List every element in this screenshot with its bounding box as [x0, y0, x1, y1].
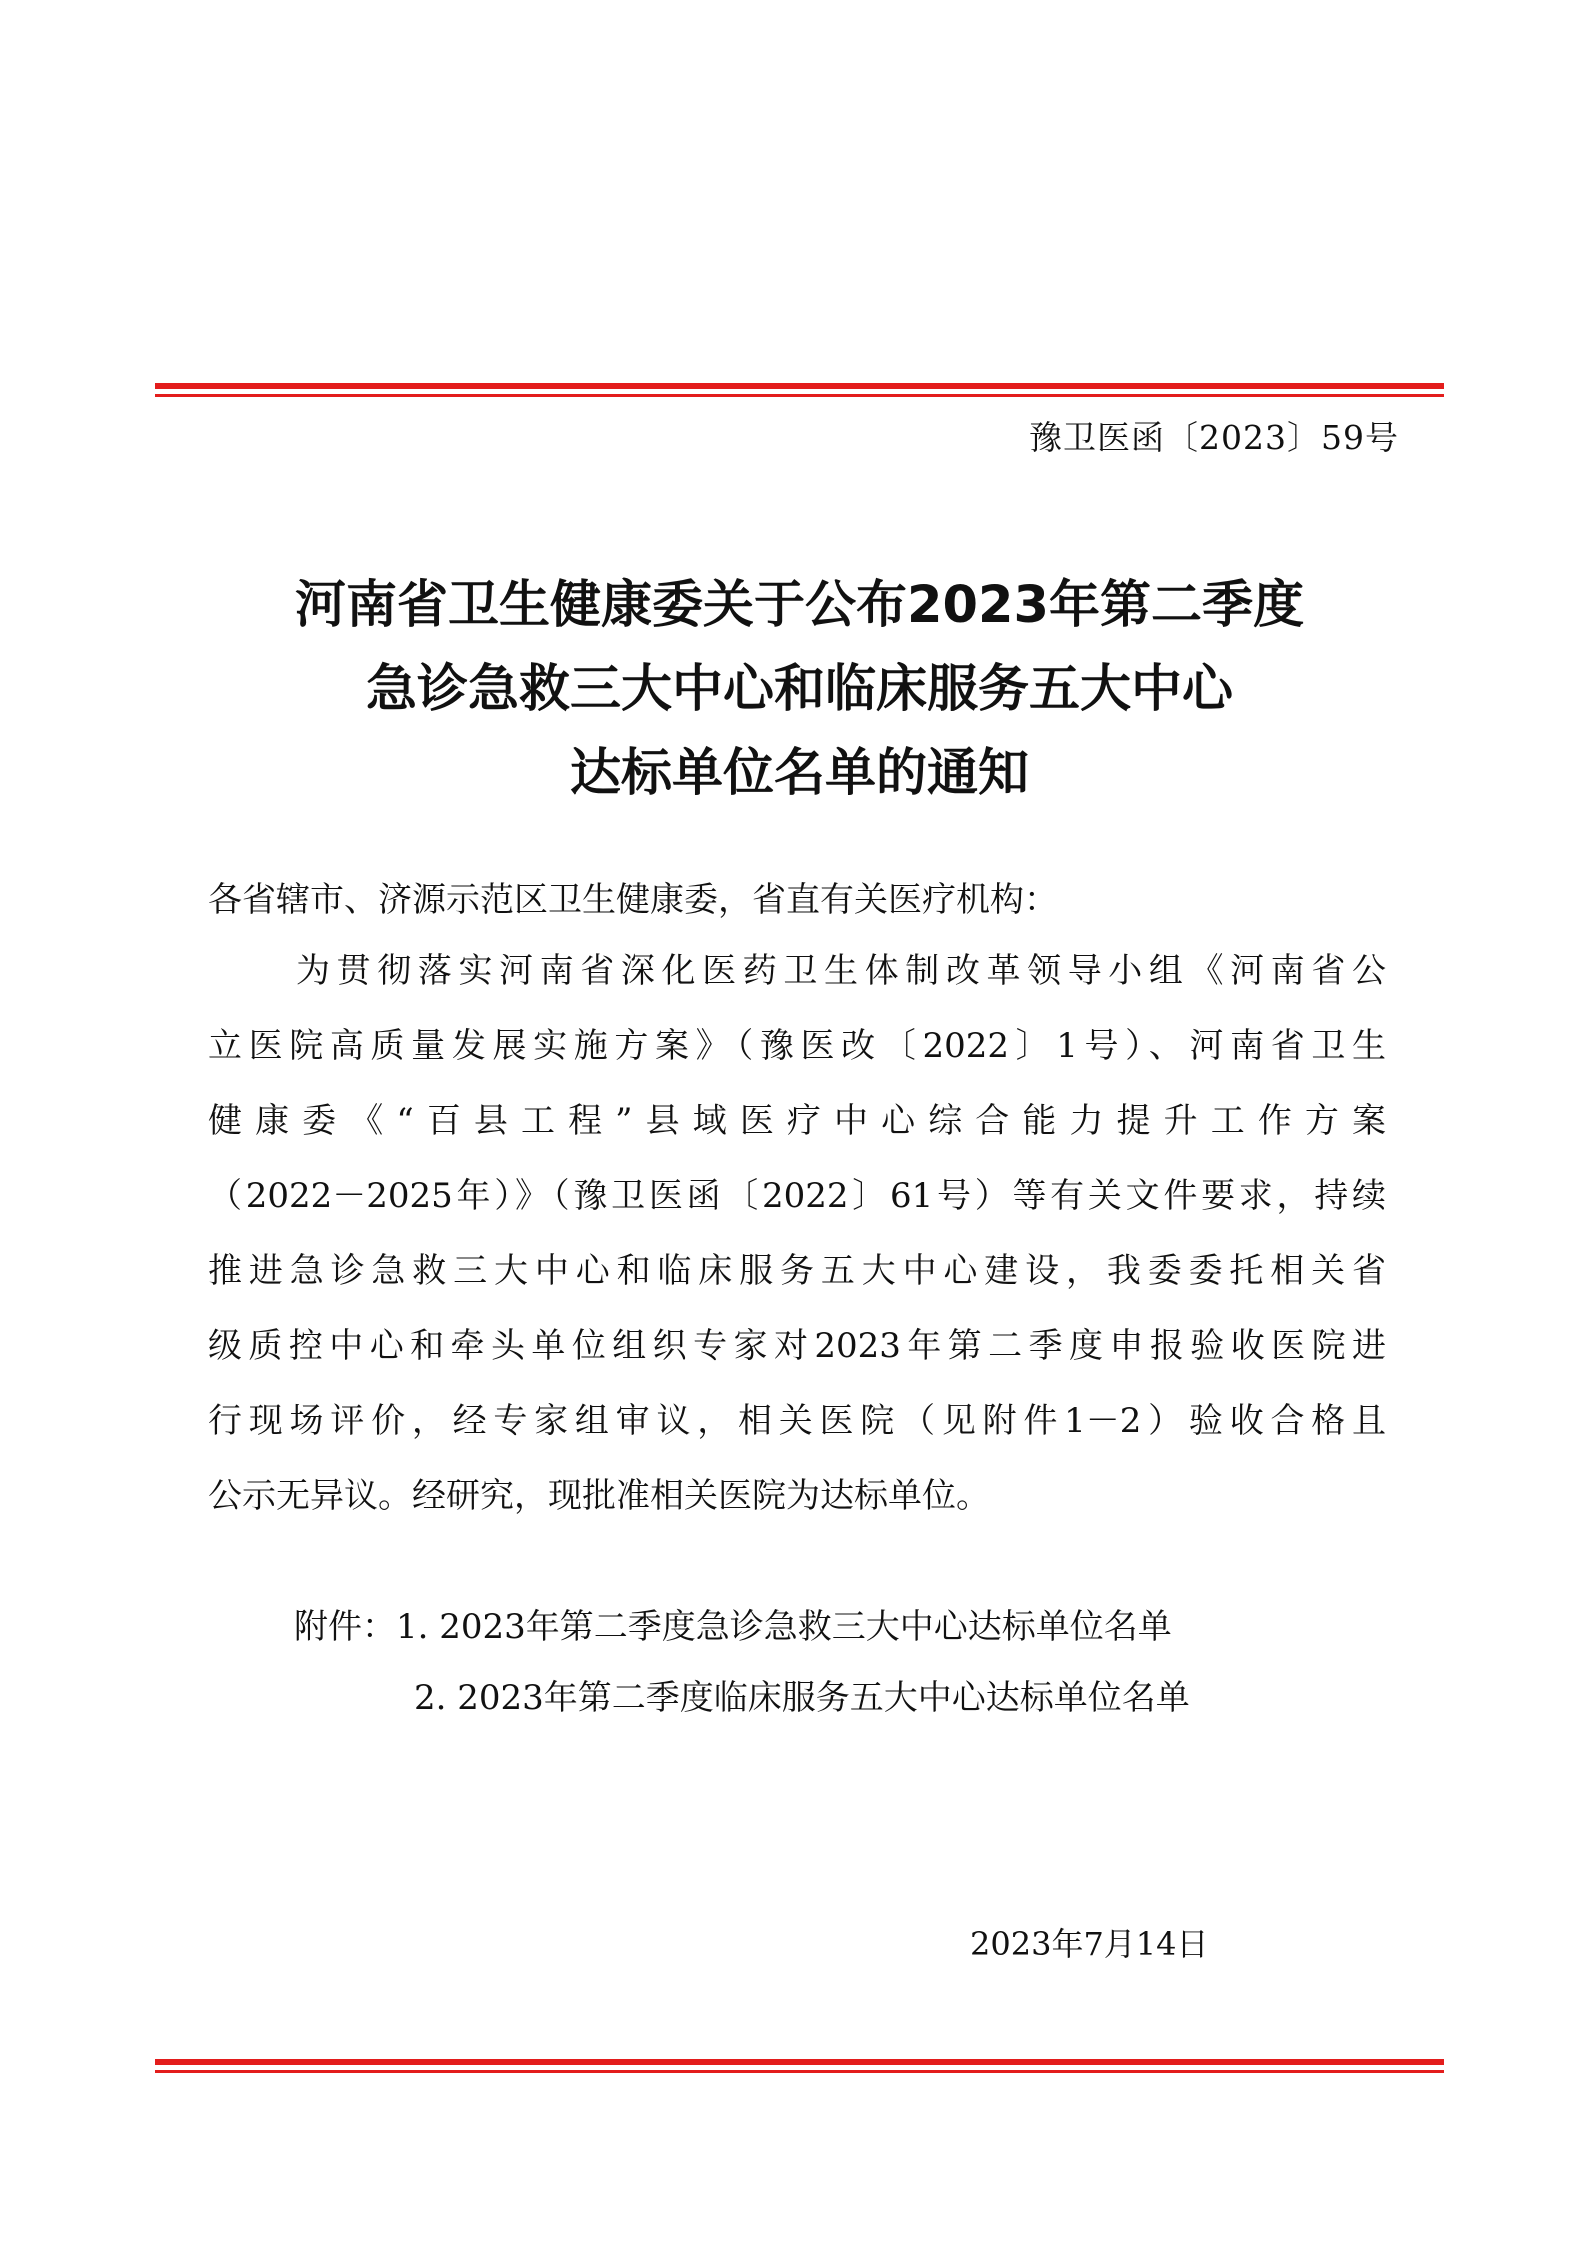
title-line-2: 急诊急救三大中心和临床服务五大中心	[365, 660, 1233, 719]
attachment-item-1: 附件：1. 2023年第二季度急诊急救三大中心达标单位名单	[294, 1607, 1172, 1647]
body-line-8: 公示无异议。经研究，现批准相关医院为达标单位。	[208, 1476, 990, 1516]
title-line-1: 河南省卫生健康委关于公布2023年第二季度	[295, 576, 1304, 635]
attachment-item-2: 2. 2023年第二季度临床服务五大中心达标单位名单	[414, 1678, 1190, 1718]
header-red-rule-thin	[155, 394, 1444, 397]
document-title	[155, 564, 1444, 816]
body-line-5: 推进急诊急救三大中心和临床服务五大中心建设，我委委托相关省	[208, 1251, 1386, 1291]
body-line-7: 行现场评价，经专家组审议，相关医院（见附件1－2）验收合格且	[208, 1401, 1386, 1441]
body-line-1: 为贯彻落实河南省深化医药卫生体制改革领导小组《河南省公	[296, 951, 1386, 991]
body-line-2: 立医院高质量发展实施方案》（豫医改〔2022〕1号）、河南省卫生	[208, 1026, 1386, 1066]
footer-red-rule-thin	[155, 2070, 1444, 2073]
body-line-3: 健康委《“百县工程”县域医疗中心综合能力提升工作方案	[208, 1101, 1386, 1141]
title-line-3: 达标单位名单的通知	[569, 744, 1029, 803]
header-red-rule-thick	[155, 383, 1444, 389]
issue-date: 2023年7月14日	[970, 1925, 1209, 1963]
addressee-line: 各省辖市、济源示范区卫生健康委，省直有关医疗机构：	[208, 880, 1058, 920]
body-line-6: 级质控中心和牵头单位组织专家对2023年第二季度申报验收医院进	[208, 1326, 1386, 1366]
document-number: 豫卫医函〔2023〕59号	[1029, 418, 1399, 457]
body-line-4: （2022－2025年）》（豫卫医函〔2022〕61号）等有关文件要求，持续	[208, 1176, 1386, 1216]
footer-red-rule-thick	[155, 2059, 1444, 2065]
